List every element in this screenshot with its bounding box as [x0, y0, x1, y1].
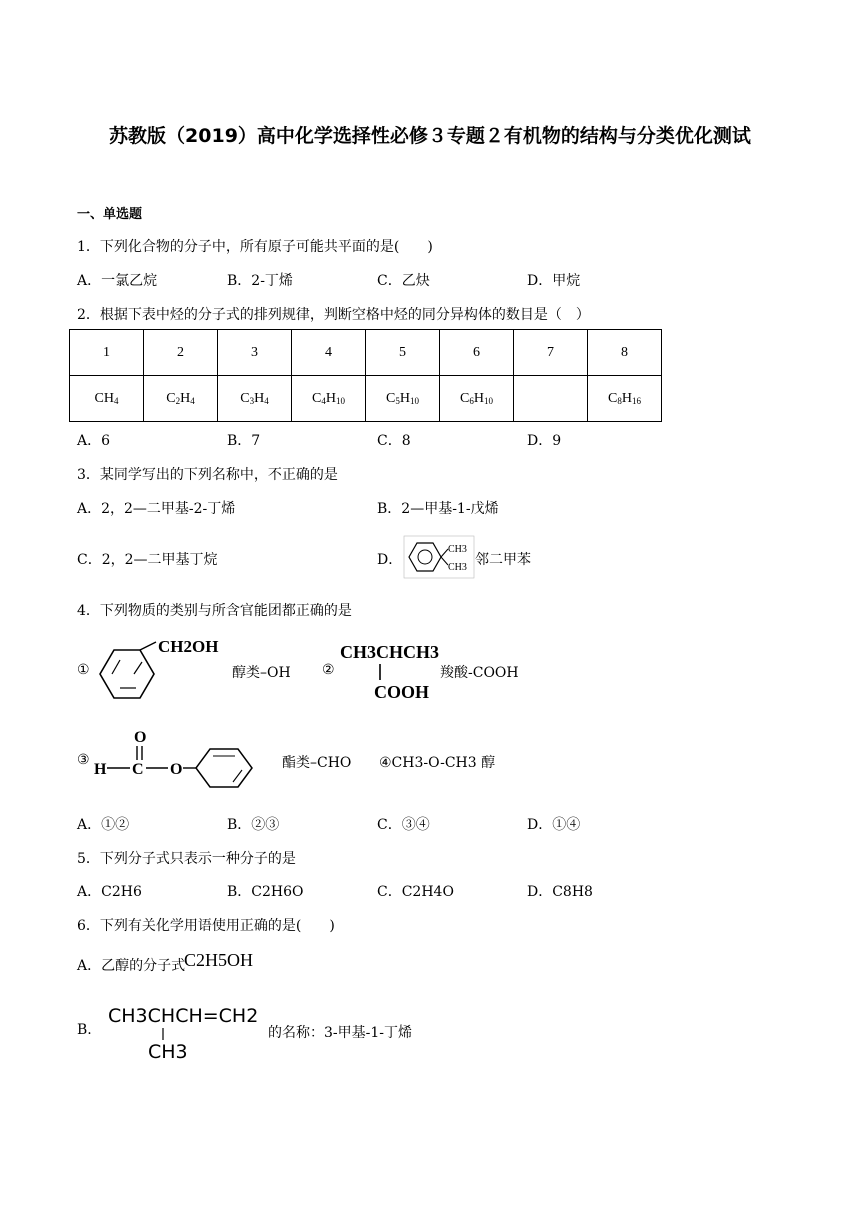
formula-cell: $C_8H_{16}$: [588, 376, 662, 422]
q3-option-b: B．2—甲基-1-戊烯: [377, 501, 499, 517]
formula-cell: $CH_4$: [70, 376, 144, 422]
formula-cell: $C_4H_{10}$: [292, 376, 366, 422]
q1-option-c: C．乙炔: [377, 273, 430, 289]
q5-option-c: C．C2H4O: [377, 884, 454, 900]
formula-cell: $C_5H_{10}$: [366, 376, 440, 422]
table-cell: 6: [440, 330, 514, 376]
phenyl-formate-structure: [92, 722, 282, 792]
ch3-bottom-label: CH3: [448, 562, 467, 573]
formula-cell: $C_3H_4$: [218, 376, 292, 422]
o-xylene-structure: [403, 535, 475, 579]
branch-ch3-label: CH3: [148, 1041, 188, 1063]
table-cell: 4: [292, 330, 366, 376]
question-5-stem: 5．下列分子式只表示一种分子的是: [77, 851, 296, 867]
benzyl-alcohol-structure: [92, 632, 232, 710]
q4-item-2-text: 羧酸-COOH: [440, 665, 519, 681]
q4-item-1-number: ①: [77, 662, 90, 678]
question-2-stem: 2．根据下表中烃的分子式的排列规律，判断空格中烃的同分异构体的数目是（ ）: [77, 307, 590, 323]
question-4-stem: 4．下列物质的类别与所含官能团都正确的是: [77, 603, 352, 619]
table-formula-row: [70, 376, 662, 422]
table-cell: 7: [514, 330, 588, 376]
q4-option-d: D．①④: [527, 817, 581, 833]
q4-item-1-text: 醇类–OH: [232, 665, 291, 681]
question-1-stem: 1．下列化合物的分子中，所有原子可能共平面的是( ): [77, 239, 433, 255]
question-6-stem: 6．下列有关化学用语使用正确的是( ): [77, 918, 335, 934]
table-cell: 1: [70, 330, 144, 376]
q4-item-2-number: ②: [322, 662, 335, 678]
page-title: 苏教版（2019）高中化学选择性必修３专题２有机物的结构与分类优化测试: [109, 125, 751, 147]
ester-o-label: O: [170, 761, 183, 778]
q6-option-a-text: A．乙醇的分子式: [77, 958, 186, 974]
q3-option-a: A．2，2—二甲基-2-丁烯: [77, 501, 236, 517]
q6-option-b-text: 的名称：3-甲基-1-丁烯: [268, 1025, 413, 1041]
q5-option-a: A．C2H6: [77, 884, 142, 900]
ch3-top-label: CH3: [448, 544, 467, 555]
section-heading: 一、单选题: [77, 207, 143, 222]
table-cell: 2: [144, 330, 218, 376]
ch3chch3-label: CH3CHCH3: [340, 642, 439, 662]
q3-option-d-text: 邻二甲苯: [475, 552, 531, 568]
table-cell: 5: [366, 330, 440, 376]
q2-option-d: D．9: [527, 433, 562, 449]
q2-option-c: C．8: [377, 433, 411, 449]
q2-option-a: A．6: [77, 433, 111, 449]
q4-item-3-text: 酯类–CHO: [282, 755, 352, 771]
q4-option-c: C．③④: [377, 817, 430, 833]
q5-option-b: B．C2H6O: [227, 884, 304, 900]
methylbutene-structure: [108, 1000, 268, 1066]
table-cell: 8: [588, 330, 662, 376]
cooh-label: COOH: [374, 682, 430, 702]
q1-option-b: B．2-丁烯: [227, 273, 293, 289]
q4-option-b: B．②③: [227, 817, 280, 833]
main-chain-label: CH3CHCH=CH2: [108, 1005, 259, 1027]
carbonyl-c-label: C: [132, 761, 144, 778]
table-cell: 3: [218, 330, 292, 376]
q2-option-b: B．7: [227, 433, 261, 449]
question-3-stem: 3．某同学写出的下列名称中，不正确的是: [77, 467, 338, 483]
ethanol-formula: C2H5OH: [184, 950, 254, 970]
q6-option-b-label: B.: [77, 1022, 92, 1038]
formula-cell: $C_6H_{10}$: [440, 376, 514, 422]
q1-option-d: D．甲烷: [527, 273, 581, 289]
carbonyl-o-label: O: [134, 729, 147, 746]
table-header-row: [70, 330, 662, 376]
q4-item-3-number: ③: [77, 752, 90, 768]
formyl-h-label: H: [94, 761, 107, 778]
ch2oh-label: CH2OH: [158, 637, 219, 656]
q1-option-a: A．一氯乙烷: [77, 273, 158, 289]
q3-option-d-label: D．: [377, 552, 403, 568]
formula-cell: $C_2H_4$: [144, 376, 218, 422]
q3-option-c: C．2，2—二甲基丁烷: [77, 552, 218, 568]
q4-item-4-text: ④CH3-O-CH3 醇: [379, 755, 496, 771]
formula-cell-blank: [514, 376, 588, 422]
hydrocarbon-table: [69, 329, 662, 422]
q4-option-a: A．①②: [77, 817, 130, 833]
isobutyric-acid-structure: [340, 638, 440, 706]
q5-option-d: D．C8H8: [527, 884, 593, 900]
